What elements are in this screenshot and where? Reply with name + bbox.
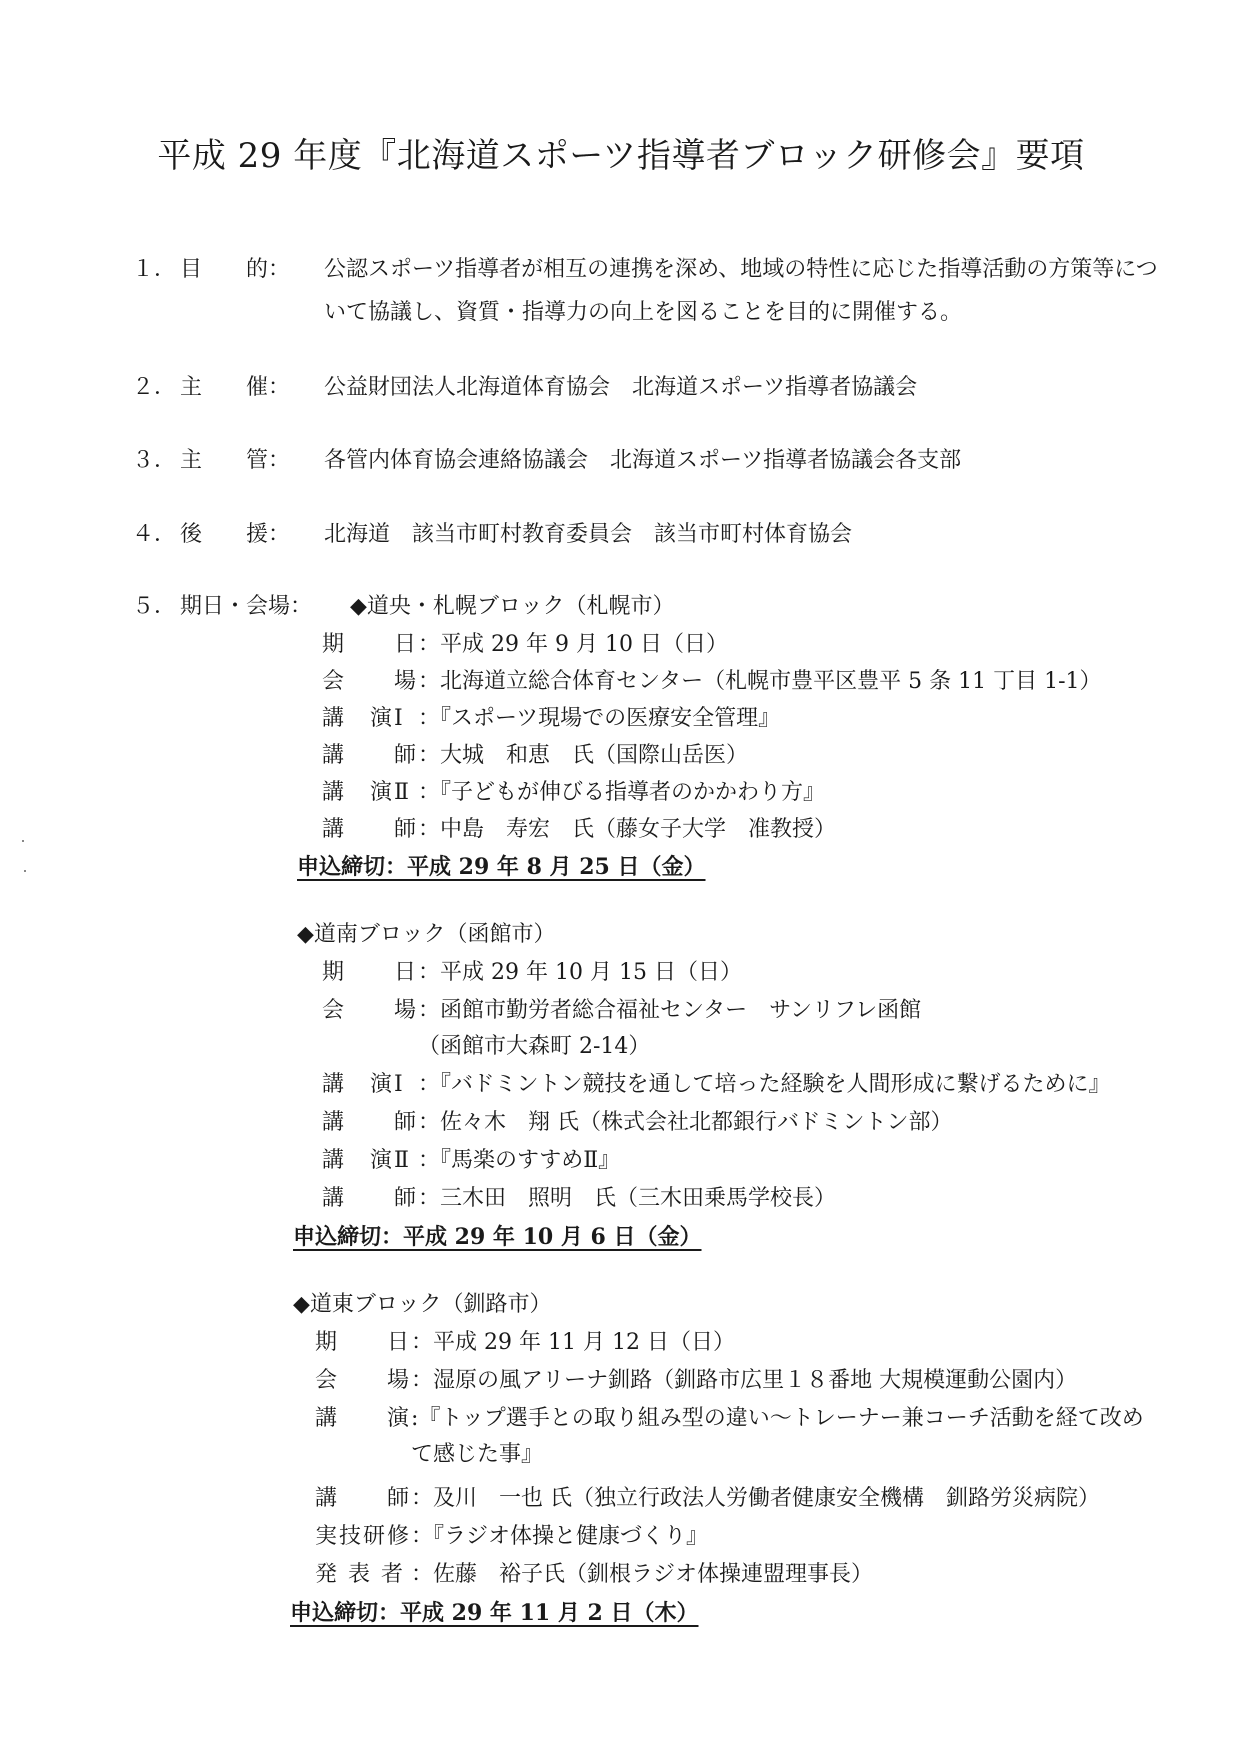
row-key: 講 師 [322,817,419,842]
section-3 [132,446,961,476]
row-value: ：湿原の風アリーナ釧路（釧路市広里１８番地 大規模運動公園内） [411,1368,1078,1393]
row-key: 発 表 者 [315,1562,405,1587]
deadline-doo: 申込締切：平成 29 年 8 月 25 日（金） [297,854,706,880]
row-key: 講 師 [322,1110,419,1135]
block-3-row [315,1404,1144,1434]
block-2-row [322,1070,1111,1100]
row-value: ：平成 29 年 11 月 12 日（日） [411,1330,735,1355]
row-value: ：『バドミントン競技を通して培った経験を人間形成に繋げるために』 [418,1072,1111,1097]
block-2-row [322,1108,953,1138]
section-2 [132,373,917,403]
row-value: ：『ラジオ体操と健康づくり』 [411,1524,709,1549]
block-3-row [315,1484,1100,1514]
block-1-row [322,778,825,808]
row-value: :『トップ選手との取り組み型の違い〜トレーナー兼コーチ活動を経て改め [411,1406,1144,1431]
section-number: １． [132,257,177,282]
section-label: 目 的： [180,257,291,282]
block-1-row [322,667,1102,697]
block-3-row [315,1560,873,1590]
block-3-row [315,1522,708,1552]
row-key: 会 場 [322,998,419,1023]
section-label: 主 催： [180,375,291,400]
row-value: ：平成 29 年 10 月 15 日（日） [418,960,742,985]
row-key: 講 演Ⅰ [322,706,405,731]
section-label: 主 管： [180,448,291,473]
row-key: 期 日 [322,632,419,657]
section-1-continued [324,298,962,328]
row-key: 実技研修 [315,1524,412,1549]
section-text: 北海道 該当市町村教育委員会 該当市町村体育協会 [324,522,853,547]
block-3-row [315,1328,735,1358]
section-text: 公認スポーツ指導者が相互の連携を深め、地域の特性に応じた指導活動の方策等につ [324,257,1158,282]
section-1 [132,255,1158,285]
block-header-donan: ◆道南ブロック（函館市） [297,922,556,947]
section-label: 後 援： [180,522,291,547]
row-value: ：佐藤 裕子氏（釧根ラジオ体操連盟理事長） [411,1562,874,1587]
section-5 [132,592,674,622]
block-2-row [322,1184,836,1214]
row-key: 講 師 [322,743,419,768]
row-value: ：平成 29 年 9 月 10 日（日） [418,632,728,657]
row-value: て感じた事』 [411,1442,544,1467]
block-1-row [322,815,836,845]
scan-speck [24,870,26,872]
row-key: 講 演 [315,1406,412,1431]
row-key: 会 場 [322,669,419,694]
block-1-row [322,704,780,734]
row-key: 期 日 [315,1330,412,1355]
row-value: ：『子どもが伸びる指導者のかかわり方』 [418,780,826,805]
row-key: 講 師 [322,1186,419,1211]
row-key: 講 演Ⅱ [322,1148,411,1173]
row-value: ：中島 寿宏 氏（藤女子大学 准教授） [418,817,837,842]
block-2-row [322,958,742,988]
block-1-row [322,630,728,660]
section-text: 各管内体育協会連絡協議会 北海道スポーツ指導者協議会各支部 [324,448,962,473]
block-2-row [322,996,921,1026]
row-value: ：『スポーツ現場での医療安全管理』 [418,706,781,731]
block-2-row [322,1032,650,1062]
deadline-doto: 申込締切：平成 29 年 11 月 2 日（木） [290,1600,699,1626]
block-3-row [315,1440,543,1470]
page-title: 平成 29 年度『北海道スポーツ指導者ブロック研修会』要項 [157,136,1085,176]
block-3-row [315,1366,1077,1396]
row-value: ：佐々木 翔 氏（株式会社北都銀行バドミントン部） [418,1110,953,1135]
block-header-doo: ◆道央・札幌ブロック（札幌市） [350,594,675,619]
section-4 [132,520,852,550]
row-key: 講 演Ⅱ [322,780,411,805]
section-number: ２． [132,375,177,400]
block-2-row [322,1146,620,1176]
row-key: 講 演Ⅰ [322,1072,405,1097]
scan-speck [22,840,24,842]
section-text-continued: いて協議し、資質・指導力の向上を図ることを目的に開催する。 [324,300,963,325]
row-key: 期 日 [322,960,419,985]
row-key: 会 場 [315,1368,412,1393]
row-value: ：三木田 照明 氏（三木田乗馬学校長） [418,1186,837,1211]
section-number: ５． [132,594,177,619]
row-value: ：『馬楽のすすめⅡ』 [418,1148,621,1173]
row-value: ：函館市勤労者総合福祉センター サンリフレ函館 [418,998,922,1023]
row-value: ：及川 一也 氏（独立行政法人労働者健康安全機構 釧路労災病院） [411,1486,1100,1511]
section-number: ４． [132,522,177,547]
row-value: （函館市大森町 2-14） [418,1034,651,1059]
block-1-row [322,741,748,771]
section-label: 期日・会場： [180,594,313,619]
row-value: ：北海道立総合体育センター（札幌市豊平区豊平 5 条 11 丁目 1-1） [418,669,1102,694]
deadline-donan: 申込締切：平成 29 年 10 月 6 日（金） [293,1224,702,1250]
section-number: ３． [132,448,177,473]
row-key: 講 師 [315,1486,412,1511]
section-text: 公益財団法人北海道体育協会 北海道スポーツ指導者協議会 [324,375,918,400]
row-value: ：大城 和恵 氏（国際山岳医） [418,743,749,768]
block-header-doto: ◆道東ブロック（釧路市） [293,1292,552,1317]
